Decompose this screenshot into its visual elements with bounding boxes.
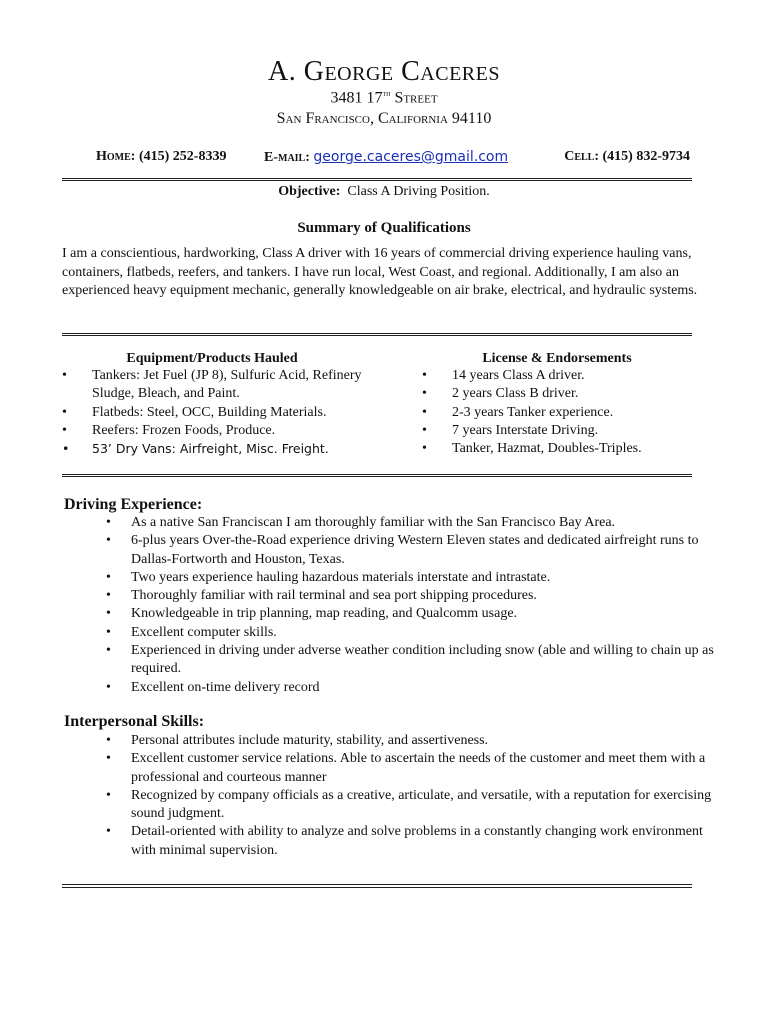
list-item: • Detail-oriented with ability to analyze and solve problems in a constantly changing work environment with minimal supervision.: [106, 823, 728, 860]
list-item: • Experienced in driving under adverse weather condition including snow (able and willing to chain up as required.: [106, 642, 728, 679]
divider: [62, 178, 692, 181]
contact-row: [96, 149, 692, 169]
cell-contact: [564, 149, 690, 165]
candidate-name: [0, 56, 768, 88]
list-item: • Recognized by company officials as a creative, articulate, and versatile, with a reputation for exercising sound judgment.: [106, 787, 728, 824]
list-item: • 6-plus years Over-the-Road experience driving Western Eleven states and dedicated airfreight runs to Dallas-Fortworth and Houston, Texas.: [106, 532, 728, 569]
driving-list: [106, 514, 728, 697]
objective: [0, 184, 768, 200]
cell-phone: (415) 832-9734: [602, 149, 690, 164]
list-item: • 2 years Class B driver.: [422, 385, 692, 403]
list-item: • Excellent on-time delivery record: [106, 679, 728, 697]
street-name: Street: [394, 89, 438, 107]
list-item: • 2-3 years Tanker experience.: [422, 404, 692, 422]
list-item: • Tanker, Hazmat, Doubles-Triples.: [422, 440, 692, 458]
list-item: • 7 years Interstate Driving.: [422, 422, 692, 440]
list-item: • Thoroughly familiar with rail terminal and sea port shipping procedures.: [106, 587, 728, 605]
interpersonal-list: [106, 732, 728, 860]
license-list: [422, 367, 692, 458]
interpersonal-heading: Interpersonal Skills:: [64, 713, 205, 730]
equipment-column: [62, 351, 362, 458]
equipment-list: [62, 367, 362, 458]
divider: [62, 474, 692, 477]
name-last: Caceres: [401, 56, 500, 87]
summary-text: I am a conscientious, hardworking, Class A driver with 16 years of commercial driving experience hauling vans, containers, flatbeds, reefers, and tankers. I have run local, West Coast, and regional. Additionally, I am also an experienced heavy equipment mechanic, generally knowledgeable on air brake, electrical, and hydraulic systems.: [62, 246, 698, 298]
divider: [62, 333, 692, 336]
list-item: • 53’ Dry Vans: Airfreight, Misc. Freight.: [62, 440, 362, 458]
equipment-heading: Equipment/Products Hauled: [126, 351, 298, 366]
name-initial: A.: [268, 56, 304, 87]
home-label: Home:: [96, 149, 136, 164]
license-heading: License & Endorsements: [482, 351, 632, 366]
email-contact: [264, 149, 508, 166]
list-item: • Flatbeds: Steel, OCC, Building Materials.: [62, 404, 362, 422]
list-item: • Reefers: Frozen Foods, Produce.: [62, 422, 362, 440]
list-item: • Tankers: Jet Fuel (JP 8), Sulfuric Acid, Refinery Sludge, Bleach, and Paint.: [62, 367, 362, 404]
email-label: E-mail:: [264, 150, 310, 165]
divider: [62, 884, 692, 888]
home-phone: (415) 252-8339: [138, 149, 227, 164]
summary-heading: Summary of Qualifications: [297, 220, 471, 236]
home-contact: [96, 149, 226, 165]
email-link[interactable]: george.caceres@gmail.com: [313, 149, 509, 165]
list-item: • Personal attributes include maturity, stability, and assertiveness.: [106, 732, 728, 750]
list-item: • 14 years Class A driver.: [422, 367, 692, 385]
list-item: • Knowledgeable in trip planning, map reading, and Qualcomm usage.: [106, 605, 728, 623]
list-item: • As a native San Franciscan I am thoroughly familiar with the San Francisco Bay Area.: [106, 514, 728, 532]
license-column: [422, 351, 692, 458]
street-number: 3481 17: [330, 89, 383, 107]
city-line: San Francisco, California 94110: [276, 110, 492, 127]
list-item: • Excellent customer service relations. Able to ascertain the needs of the customer and meet them with a professional and courteous manner: [106, 750, 728, 787]
street-suffix: th: [382, 88, 391, 98]
objective-label: Objective:: [278, 184, 341, 199]
driving-heading: Driving Experience:: [64, 496, 203, 513]
objective-text: Class A Driving Position.: [347, 184, 490, 199]
street-address: [0, 88, 768, 107]
name-first: George: [303, 56, 394, 87]
cell-label: Cell:: [564, 149, 599, 164]
list-item: • Two years experience hauling hazardous materials interstate and intrastate.: [106, 569, 728, 587]
list-item: • Excellent computer skills.: [106, 624, 728, 642]
